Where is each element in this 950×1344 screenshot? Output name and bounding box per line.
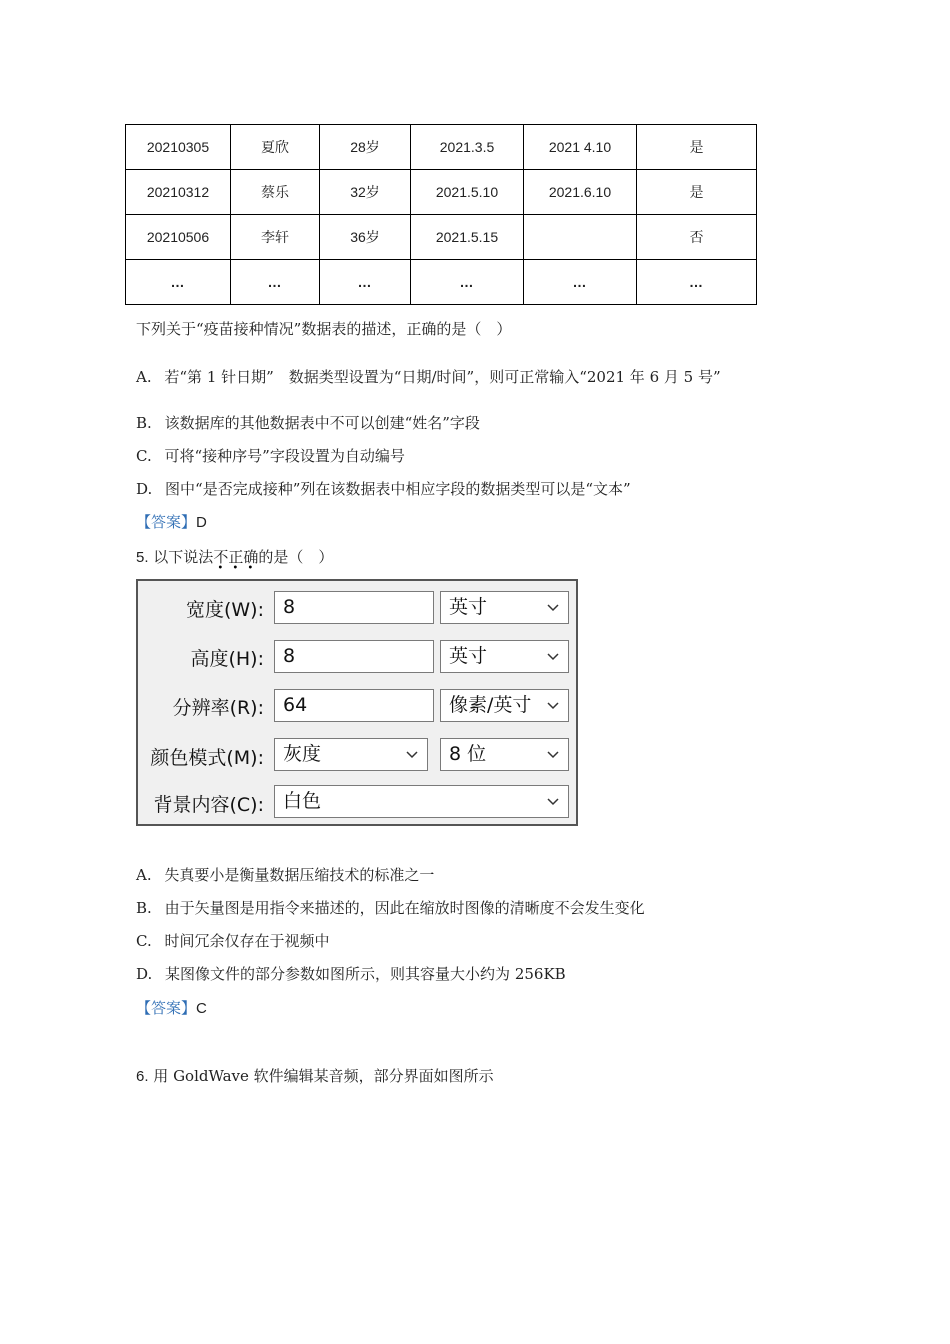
table-cell: 20210312 bbox=[126, 170, 231, 215]
q4-option-c[interactable] bbox=[136, 445, 405, 466]
option-letter: C. bbox=[136, 447, 152, 465]
table-cell: 32岁 bbox=[320, 170, 411, 215]
table-cell: 李轩 bbox=[231, 215, 320, 260]
width-input[interactable]: 8 bbox=[274, 591, 434, 624]
option-letter: C. bbox=[136, 932, 152, 950]
emphasis-dot: • bbox=[247, 563, 254, 574]
width-unit-select[interactable] bbox=[440, 591, 569, 624]
table-cell: … bbox=[637, 260, 757, 305]
option-text: 可将“接种序号”字段设置为自动编号 bbox=[164, 447, 405, 465]
answer-label: 【答案】 bbox=[136, 999, 197, 1017]
table-cell: 夏欣 bbox=[231, 125, 320, 170]
table-cell: … bbox=[320, 260, 411, 305]
table-cell: … bbox=[231, 260, 320, 305]
option-text: 若“第 1 针日期” 数据类型设置为“日期/时间”，则可正常输入“2021 年 6 月 5 号” bbox=[164, 368, 721, 386]
table-cell bbox=[524, 215, 637, 260]
width-unit-value: 英寸 bbox=[449, 596, 488, 618]
q4-answer bbox=[136, 511, 207, 532]
option-text: 某图像文件的部分参数如图所示，则其容量大小约为 256KB bbox=[165, 965, 566, 983]
table-cell: 蔡乐 bbox=[231, 170, 320, 215]
table-cell: 是 bbox=[637, 125, 757, 170]
q5-option-a[interactable] bbox=[136, 864, 434, 885]
answer-label: 【答案】 bbox=[136, 513, 197, 531]
height-unit-select[interactable] bbox=[440, 640, 569, 673]
option-letter: B. bbox=[136, 414, 152, 432]
question-number: 5. bbox=[136, 549, 149, 566]
q4-option-a[interactable] bbox=[136, 366, 721, 387]
color-mode-select[interactable] bbox=[274, 738, 428, 771]
option-text: 失真要小是衡量数据压缩技术的标准之一 bbox=[164, 866, 435, 884]
bit-depth-select[interactable] bbox=[440, 738, 569, 771]
q5-answer bbox=[136, 997, 207, 1018]
option-text: 时间冗余仅存在于视频中 bbox=[164, 932, 330, 950]
q5-stem bbox=[136, 546, 334, 574]
q6-stem bbox=[136, 1065, 494, 1086]
chevron-down-icon bbox=[546, 739, 560, 769]
resolution-unit-value: 像素/英寸 bbox=[449, 694, 532, 716]
stem-text: 用 GoldWave 软件编辑某音频，部分界面如图所示 bbox=[153, 1067, 494, 1085]
emphasis-dot: • bbox=[232, 563, 239, 574]
table-cell: 2021.6.10 bbox=[524, 170, 637, 215]
resolution-label: 分辨率(R): bbox=[172, 697, 264, 719]
option-letter: D. bbox=[136, 480, 153, 498]
stem-after: 的是（ ） bbox=[258, 548, 334, 566]
table-row bbox=[126, 170, 757, 215]
q5-option-d[interactable] bbox=[136, 963, 566, 984]
color-mode-label: 颜色模式(M): bbox=[150, 747, 264, 769]
chevron-down-icon bbox=[546, 641, 560, 671]
new-image-dialog bbox=[136, 579, 578, 826]
table-row bbox=[126, 260, 757, 305]
table-cell: … bbox=[411, 260, 524, 305]
height-unit-value: 英寸 bbox=[449, 645, 488, 667]
chevron-down-icon bbox=[546, 592, 560, 622]
resolution-input[interactable]: 64 bbox=[274, 689, 434, 722]
table-cell: 是 bbox=[637, 170, 757, 215]
table-cell: 2021.3.5 bbox=[411, 125, 524, 170]
q4-option-d[interactable] bbox=[136, 478, 631, 499]
answer-value: D bbox=[196, 514, 207, 531]
table-cell: 2021.5.10 bbox=[411, 170, 524, 215]
chevron-down-icon bbox=[546, 690, 560, 720]
background-select[interactable] bbox=[274, 785, 569, 818]
table-cell: 2021.5.15 bbox=[411, 215, 524, 260]
option-text: 该数据库的其他数据表中不可以创建“姓名”字段 bbox=[164, 414, 480, 432]
chevron-down-icon bbox=[546, 786, 560, 816]
color-mode-value: 灰度 bbox=[283, 743, 322, 765]
table-cell: 2021 4.10 bbox=[524, 125, 637, 170]
q5-option-b[interactable] bbox=[136, 897, 645, 918]
question-number: 6. bbox=[136, 1068, 149, 1085]
width-label: 宽度(W): bbox=[185, 599, 264, 621]
table-cell: 20210305 bbox=[126, 125, 231, 170]
option-letter: A. bbox=[136, 368, 152, 386]
table-row bbox=[126, 215, 757, 260]
option-text: 图中“是否完成接种”列在该数据表中相应字段的数据类型可以是“文本” bbox=[165, 480, 631, 498]
chevron-down-icon bbox=[405, 739, 419, 769]
stem-before: 以下说法 bbox=[153, 548, 214, 566]
stem-emphasis bbox=[213, 546, 259, 574]
stem-emphasis-text: 不正确 bbox=[213, 548, 259, 566]
resolution-unit-select[interactable] bbox=[440, 689, 569, 722]
option-text: 由于矢量图是用指令来描述的，因此在缩放时图像的清晰度不会发生变化 bbox=[164, 899, 645, 917]
option-letter: A. bbox=[136, 866, 152, 884]
bit-depth-value: 8 位 bbox=[449, 743, 487, 765]
table-cell: 28岁 bbox=[320, 125, 411, 170]
vaccination-table bbox=[125, 124, 757, 305]
height-label: 高度(H): bbox=[190, 648, 264, 670]
answer-value: C bbox=[196, 1000, 207, 1017]
option-letter: B. bbox=[136, 899, 152, 917]
table-cell: 20210506 bbox=[126, 215, 231, 260]
table-cell: … bbox=[126, 260, 231, 305]
table-cell: 否 bbox=[637, 215, 757, 260]
table-row bbox=[126, 125, 757, 170]
q5-option-c[interactable] bbox=[136, 930, 330, 951]
background-label: 背景内容(C): bbox=[153, 794, 264, 816]
table-cell: … bbox=[524, 260, 637, 305]
q4-option-b[interactable] bbox=[136, 412, 480, 433]
q4-stem: 下列关于“疫苗接种情况”数据表的描述，正确的是（ ） bbox=[136, 320, 512, 338]
emphasis-dot: • bbox=[217, 563, 224, 574]
table-cell: 36岁 bbox=[320, 215, 411, 260]
height-input[interactable]: 8 bbox=[274, 640, 434, 673]
option-letter: D. bbox=[136, 965, 153, 983]
background-value: 白色 bbox=[283, 790, 322, 812]
